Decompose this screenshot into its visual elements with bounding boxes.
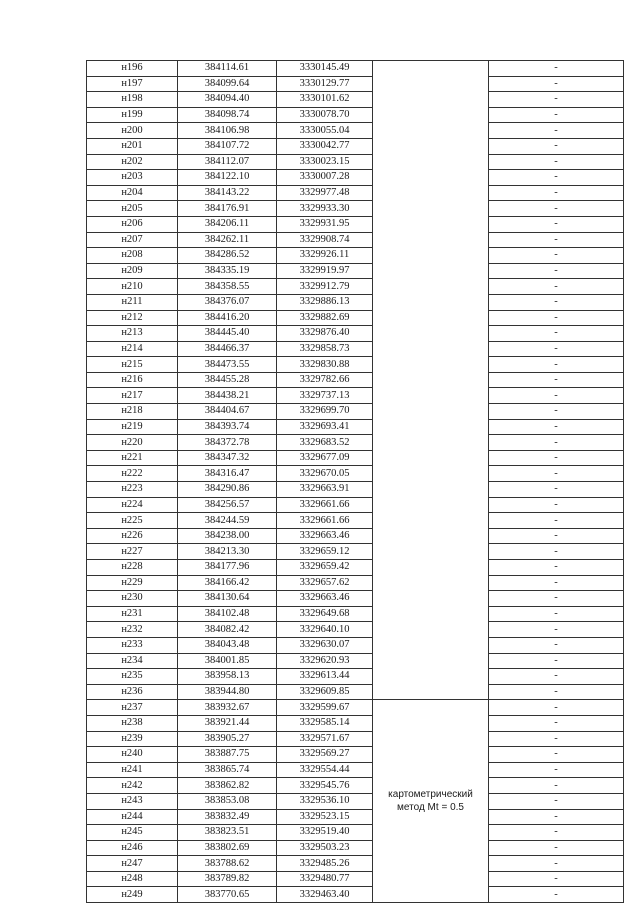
point-id-cell: н238 — [87, 715, 178, 731]
table-row — [87, 201, 624, 217]
x-coordinate-cell: 384176.91 — [178, 201, 277, 217]
x-coordinate-cell: 384290.86 — [178, 482, 277, 498]
table-row — [87, 294, 624, 310]
note-cell: - — [489, 747, 624, 763]
point-id-cell: н237 — [87, 700, 178, 716]
y-coordinate-cell: 3329699.70 — [277, 404, 373, 420]
point-id-cell: н243 — [87, 793, 178, 809]
x-coordinate-cell: 384213.30 — [178, 544, 277, 560]
point-id-cell: н222 — [87, 466, 178, 482]
point-id-cell: н201 — [87, 138, 178, 154]
x-coordinate-cell: 384473.55 — [178, 357, 277, 373]
x-coordinate-cell: 384106.98 — [178, 123, 277, 139]
table-row — [87, 637, 624, 653]
note-cell: - — [489, 809, 624, 825]
point-id-cell: н233 — [87, 637, 178, 653]
point-id-cell: н199 — [87, 107, 178, 123]
y-coordinate-cell: 3329485.26 — [277, 856, 373, 872]
x-coordinate-cell: 384286.52 — [178, 248, 277, 264]
table-row — [87, 560, 624, 576]
y-coordinate-cell: 3330078.70 — [277, 107, 373, 123]
x-coordinate-cell: 384244.59 — [178, 513, 277, 529]
note-cell: - — [489, 637, 624, 653]
table-row — [87, 248, 624, 264]
y-coordinate-cell: 3329912.79 — [277, 279, 373, 295]
note-cell: - — [489, 887, 624, 903]
y-coordinate-cell: 3329876.40 — [277, 326, 373, 342]
note-cell: - — [489, 357, 624, 373]
y-coordinate-cell: 3329613.44 — [277, 669, 373, 685]
x-coordinate-cell: 384466.37 — [178, 341, 277, 357]
table-row — [87, 92, 624, 108]
x-coordinate-cell: 384347.32 — [178, 450, 277, 466]
y-coordinate-cell: 3329926.11 — [277, 248, 373, 264]
y-coordinate-cell: 3329554.44 — [277, 762, 373, 778]
table-row — [87, 887, 624, 903]
x-coordinate-cell: 383921.44 — [178, 715, 277, 731]
note-cell: - — [489, 482, 624, 498]
x-coordinate-cell: 384393.74 — [178, 419, 277, 435]
x-coordinate-cell: 384404.67 — [178, 404, 277, 420]
x-coordinate-cell: 384372.78 — [178, 435, 277, 451]
point-id-cell: н208 — [87, 248, 178, 264]
point-id-cell: н234 — [87, 653, 178, 669]
point-id-cell: н235 — [87, 669, 178, 685]
note-cell: - — [489, 544, 624, 560]
x-coordinate-cell: 383788.62 — [178, 856, 277, 872]
y-coordinate-cell: 3330101.62 — [277, 92, 373, 108]
y-coordinate-cell: 3329908.74 — [277, 232, 373, 248]
table-row — [87, 809, 624, 825]
y-coordinate-cell: 3329640.10 — [277, 622, 373, 638]
y-coordinate-cell: 3329782.66 — [277, 372, 373, 388]
note-cell: - — [489, 575, 624, 591]
x-coordinate-cell: 383853.08 — [178, 793, 277, 809]
note-cell: - — [489, 170, 624, 186]
x-coordinate-cell: 384455.28 — [178, 372, 277, 388]
point-id-cell: н210 — [87, 279, 178, 295]
method-cell-empty — [373, 61, 489, 700]
note-cell: - — [489, 856, 624, 872]
note-cell: - — [489, 700, 624, 716]
table-row — [87, 544, 624, 560]
x-coordinate-cell: 383905.27 — [178, 731, 277, 747]
table-row — [87, 871, 624, 887]
note-cell: - — [489, 653, 624, 669]
x-coordinate-cell: 383944.80 — [178, 684, 277, 700]
y-coordinate-cell: 3329663.91 — [277, 482, 373, 498]
y-coordinate-cell: 3329670.05 — [277, 466, 373, 482]
point-id-cell: н216 — [87, 372, 178, 388]
y-coordinate-cell: 3329693.41 — [277, 419, 373, 435]
coordinates-table-body — [87, 61, 624, 903]
table-row — [87, 372, 624, 388]
x-coordinate-cell: 384143.22 — [178, 185, 277, 201]
note-cell: - — [489, 404, 624, 420]
point-id-cell: н228 — [87, 560, 178, 576]
method-cell: картометрический метод Mt = 0.5 — [373, 700, 489, 903]
point-id-cell: н203 — [87, 170, 178, 186]
table-row — [87, 154, 624, 170]
point-id-cell: н232 — [87, 622, 178, 638]
y-coordinate-cell: 3329620.93 — [277, 653, 373, 669]
table-row — [87, 731, 624, 747]
point-id-cell: н196 — [87, 61, 178, 77]
point-id-cell: н240 — [87, 747, 178, 763]
table-row — [87, 232, 624, 248]
point-id-cell: н207 — [87, 232, 178, 248]
y-coordinate-cell: 3329463.40 — [277, 887, 373, 903]
x-coordinate-cell: 384112.07 — [178, 154, 277, 170]
note-cell: - — [489, 388, 624, 404]
point-id-cell: н218 — [87, 404, 178, 420]
point-id-cell: н200 — [87, 123, 178, 139]
y-coordinate-cell: 3329933.30 — [277, 201, 373, 217]
y-coordinate-cell: 3329858.73 — [277, 341, 373, 357]
y-coordinate-cell: 3329931.95 — [277, 216, 373, 232]
y-coordinate-cell: 3329663.46 — [277, 591, 373, 607]
point-id-cell: н242 — [87, 778, 178, 794]
table-row — [87, 263, 624, 279]
note-cell: - — [489, 419, 624, 435]
table-row — [87, 357, 624, 373]
x-coordinate-cell: 384130.64 — [178, 591, 277, 607]
table-row — [87, 840, 624, 856]
table-row — [87, 793, 624, 809]
x-coordinate-cell: 384043.48 — [178, 637, 277, 653]
point-id-cell: н202 — [87, 154, 178, 170]
x-coordinate-cell: 383862.82 — [178, 778, 277, 794]
x-coordinate-cell: 384438.21 — [178, 388, 277, 404]
y-coordinate-cell: 3329830.88 — [277, 357, 373, 373]
y-coordinate-cell: 3329536.10 — [277, 793, 373, 809]
note-cell: - — [489, 372, 624, 388]
note-cell: - — [489, 76, 624, 92]
x-coordinate-cell: 383865.74 — [178, 762, 277, 778]
y-coordinate-cell: 3329659.12 — [277, 544, 373, 560]
note-cell: - — [489, 248, 624, 264]
y-coordinate-cell: 3329585.14 — [277, 715, 373, 731]
y-coordinate-cell: 3329569.27 — [277, 747, 373, 763]
point-id-cell: н223 — [87, 482, 178, 498]
x-coordinate-cell: 384099.64 — [178, 76, 277, 92]
note-cell: - — [489, 684, 624, 700]
table-row — [87, 341, 624, 357]
note-cell: - — [489, 435, 624, 451]
x-coordinate-cell: 383770.65 — [178, 887, 277, 903]
note-cell: - — [489, 715, 624, 731]
x-coordinate-cell: 383932.67 — [178, 700, 277, 716]
point-id-cell: н212 — [87, 310, 178, 326]
table-row — [87, 528, 624, 544]
table-row — [87, 435, 624, 451]
table-row — [87, 653, 624, 669]
note-cell: - — [489, 560, 624, 576]
table-row — [87, 825, 624, 841]
y-coordinate-cell: 3329663.46 — [277, 528, 373, 544]
note-cell: - — [489, 216, 624, 232]
x-coordinate-cell: 384177.96 — [178, 560, 277, 576]
point-id-cell: н241 — [87, 762, 178, 778]
x-coordinate-cell: 384206.11 — [178, 216, 277, 232]
note-cell: - — [489, 201, 624, 217]
note-cell: - — [489, 825, 624, 841]
table-row — [87, 497, 624, 513]
table-row — [87, 684, 624, 700]
point-id-cell: н213 — [87, 326, 178, 342]
point-id-cell: н236 — [87, 684, 178, 700]
x-coordinate-cell: 384256.57 — [178, 497, 277, 513]
note-cell: - — [489, 669, 624, 685]
point-id-cell: н219 — [87, 419, 178, 435]
point-id-cell: н221 — [87, 450, 178, 466]
y-coordinate-cell: 3330145.49 — [277, 61, 373, 77]
y-coordinate-cell: 3329609.85 — [277, 684, 373, 700]
table-row — [87, 279, 624, 295]
note-cell: - — [489, 326, 624, 342]
table-row — [87, 606, 624, 622]
point-id-cell: н227 — [87, 544, 178, 560]
x-coordinate-cell: 384376.07 — [178, 294, 277, 310]
point-id-cell: н198 — [87, 92, 178, 108]
table-row — [87, 388, 624, 404]
x-coordinate-cell: 383958.13 — [178, 669, 277, 685]
x-coordinate-cell: 384262.11 — [178, 232, 277, 248]
note-cell: - — [489, 294, 624, 310]
note-cell: - — [489, 310, 624, 326]
coordinates-table — [86, 60, 624, 903]
point-id-cell: н231 — [87, 606, 178, 622]
table-row — [87, 404, 624, 420]
y-coordinate-cell: 3330023.15 — [277, 154, 373, 170]
point-id-cell: н246 — [87, 840, 178, 856]
note-cell: - — [489, 606, 624, 622]
point-id-cell: н239 — [87, 731, 178, 747]
table-row — [87, 326, 624, 342]
table-row — [87, 575, 624, 591]
note-cell: - — [489, 466, 624, 482]
x-coordinate-cell: 384445.40 — [178, 326, 277, 342]
x-coordinate-cell: 383832.49 — [178, 809, 277, 825]
y-coordinate-cell: 3329919.97 — [277, 263, 373, 279]
table-row — [87, 778, 624, 794]
note-cell: - — [489, 528, 624, 544]
y-coordinate-cell: 3329523.15 — [277, 809, 373, 825]
point-id-cell: н229 — [87, 575, 178, 591]
note-cell: - — [489, 61, 624, 77]
note-cell: - — [489, 123, 624, 139]
y-coordinate-cell: 3329659.42 — [277, 560, 373, 576]
point-id-cell: н244 — [87, 809, 178, 825]
note-cell: - — [489, 279, 624, 295]
y-coordinate-cell: 3329503.23 — [277, 840, 373, 856]
y-coordinate-cell: 3329480.77 — [277, 871, 373, 887]
table-row — [87, 61, 624, 77]
point-id-cell: н248 — [87, 871, 178, 887]
point-id-cell: н211 — [87, 294, 178, 310]
table-row — [87, 170, 624, 186]
table-row — [87, 216, 624, 232]
note-cell: - — [489, 731, 624, 747]
point-id-cell: н225 — [87, 513, 178, 529]
point-id-cell: н215 — [87, 357, 178, 373]
y-coordinate-cell: 3329519.40 — [277, 825, 373, 841]
x-coordinate-cell: 384122.10 — [178, 170, 277, 186]
x-coordinate-cell: 384107.72 — [178, 138, 277, 154]
table-row — [87, 185, 624, 201]
note-cell: - — [489, 513, 624, 529]
x-coordinate-cell: 383887.75 — [178, 747, 277, 763]
note-cell: - — [489, 871, 624, 887]
x-coordinate-cell: 383789.82 — [178, 871, 277, 887]
point-id-cell: н209 — [87, 263, 178, 279]
note-cell: - — [489, 138, 624, 154]
table-row — [87, 482, 624, 498]
note-cell: - — [489, 450, 624, 466]
table-row — [87, 450, 624, 466]
point-id-cell: н204 — [87, 185, 178, 201]
table-row — [87, 591, 624, 607]
x-coordinate-cell: 383802.69 — [178, 840, 277, 856]
table-row — [87, 76, 624, 92]
y-coordinate-cell: 3330129.77 — [277, 76, 373, 92]
y-coordinate-cell: 3329657.62 — [277, 575, 373, 591]
y-coordinate-cell: 3330007.28 — [277, 170, 373, 186]
note-cell: - — [489, 840, 624, 856]
note-cell: - — [489, 778, 624, 794]
y-coordinate-cell: 3329882.69 — [277, 310, 373, 326]
y-coordinate-cell: 3329977.48 — [277, 185, 373, 201]
point-id-cell: н224 — [87, 497, 178, 513]
note-cell: - — [489, 92, 624, 108]
table-row — [87, 138, 624, 154]
y-coordinate-cell: 3329661.66 — [277, 497, 373, 513]
note-cell: - — [489, 497, 624, 513]
table-row — [87, 513, 624, 529]
x-coordinate-cell: 384082.42 — [178, 622, 277, 638]
y-coordinate-cell: 3329886.13 — [277, 294, 373, 310]
note-cell: - — [489, 591, 624, 607]
table-row — [87, 107, 624, 123]
y-coordinate-cell: 3330055.04 — [277, 123, 373, 139]
x-coordinate-cell: 384114.61 — [178, 61, 277, 77]
y-coordinate-cell: 3330042.77 — [277, 138, 373, 154]
point-id-cell: н217 — [87, 388, 178, 404]
table-row — [87, 747, 624, 763]
x-coordinate-cell: 384166.42 — [178, 575, 277, 591]
table-row — [87, 310, 624, 326]
note-cell: - — [489, 263, 624, 279]
note-cell: - — [489, 622, 624, 638]
y-coordinate-cell: 3329661.66 — [277, 513, 373, 529]
note-cell: - — [489, 154, 624, 170]
table-row — [87, 715, 624, 731]
y-coordinate-cell: 3329571.67 — [277, 731, 373, 747]
y-coordinate-cell: 3329737.13 — [277, 388, 373, 404]
y-coordinate-cell: 3329545.76 — [277, 778, 373, 794]
x-coordinate-cell: 384094.40 — [178, 92, 277, 108]
x-coordinate-cell: 384335.19 — [178, 263, 277, 279]
point-id-cell: н205 — [87, 201, 178, 217]
point-id-cell: н249 — [87, 887, 178, 903]
x-coordinate-cell: 384001.85 — [178, 653, 277, 669]
note-cell: - — [489, 762, 624, 778]
point-id-cell: н214 — [87, 341, 178, 357]
note-cell: - — [489, 185, 624, 201]
y-coordinate-cell: 3329630.07 — [277, 637, 373, 653]
y-coordinate-cell: 3329599.67 — [277, 700, 373, 716]
y-coordinate-cell: 3329677.09 — [277, 450, 373, 466]
point-id-cell: н230 — [87, 591, 178, 607]
note-cell: - — [489, 107, 624, 123]
table-row — [87, 419, 624, 435]
x-coordinate-cell: 384238.00 — [178, 528, 277, 544]
y-coordinate-cell: 3329683.52 — [277, 435, 373, 451]
point-id-cell: н220 — [87, 435, 178, 451]
table-row — [87, 622, 624, 638]
note-cell: - — [489, 232, 624, 248]
point-id-cell: н206 — [87, 216, 178, 232]
x-coordinate-cell: 383823.51 — [178, 825, 277, 841]
table-row — [87, 700, 624, 716]
point-id-cell: н197 — [87, 76, 178, 92]
x-coordinate-cell: 384358.55 — [178, 279, 277, 295]
point-id-cell: н226 — [87, 528, 178, 544]
point-id-cell: н245 — [87, 825, 178, 841]
y-coordinate-cell: 3329649.68 — [277, 606, 373, 622]
table-row — [87, 466, 624, 482]
table-row — [87, 762, 624, 778]
table-row — [87, 123, 624, 139]
table-row — [87, 669, 624, 685]
note-cell: - — [489, 341, 624, 357]
table-row — [87, 856, 624, 872]
x-coordinate-cell: 384316.47 — [178, 466, 277, 482]
x-coordinate-cell: 384416.20 — [178, 310, 277, 326]
note-cell: - — [489, 793, 624, 809]
x-coordinate-cell: 384102.48 — [178, 606, 277, 622]
point-id-cell: н247 — [87, 856, 178, 872]
x-coordinate-cell: 384098.74 — [178, 107, 277, 123]
